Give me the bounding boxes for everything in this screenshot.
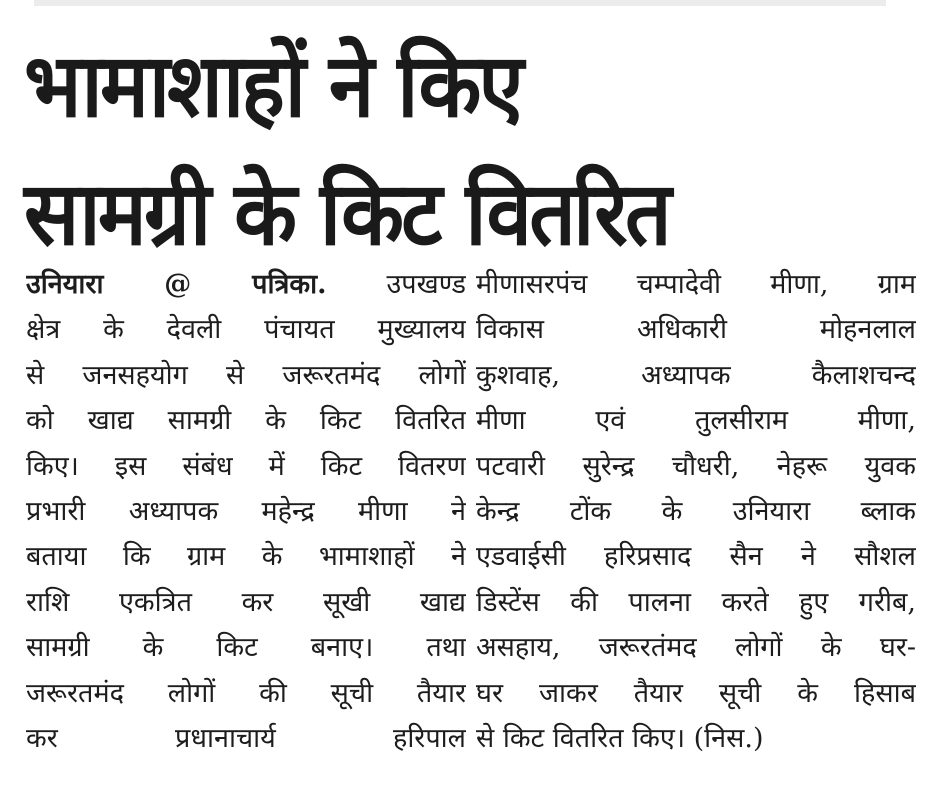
article-column-right xyxy=(476,262,916,761)
article-line: पटवारी सुरेन्द्र चौधरी, नेहरू युवक xyxy=(476,450,916,482)
article-line: किए। इस संबंध में किट वितरण xyxy=(26,450,466,482)
article-line xyxy=(26,262,466,307)
article-line: सामग्री के किट बनाए। तथा xyxy=(26,632,466,664)
article-line: मीणासरपंच चम्पादेवी मीणा, ग्राम xyxy=(476,269,916,300)
article-line: से किट वितरित किए। (निस.) xyxy=(476,723,764,755)
article-line: विकास अधिकारी मोहनलाल xyxy=(476,314,916,346)
article-line: जरूरतमंद लोगों की सूची तैयार xyxy=(26,677,466,709)
article-line: एडवाईसी हरिप्रसाद सैन ने सौशल xyxy=(476,541,916,573)
article-line: को खाद्य सामग्री के किट वितरित xyxy=(26,405,466,437)
article-line: राशि एकत्रित कर सूखी खाद्य xyxy=(26,586,466,618)
article-line: कर प्रधानाचार्य हरिपाल xyxy=(26,723,466,755)
article-line: बताया कि ग्राम के भामाशाहों ने xyxy=(26,541,466,573)
top-rule xyxy=(34,0,886,6)
article-line: असहाय, जरूरतंमद लोगों के घर- xyxy=(476,632,916,664)
article-line: क्षेत्र के देवली पंचायत मुख्यालय xyxy=(26,314,466,346)
article-line: मीणा एवं तुलसीराम मीणा, xyxy=(476,405,916,437)
headline xyxy=(24,22,861,278)
article-line-rest: उपखण्ड xyxy=(326,269,466,300)
headline-line-1: भामाशाहों ने किए xyxy=(24,34,521,137)
article-line: कुशवाह, अध्यापक कैलाशचन्द xyxy=(476,359,916,391)
headline-line-2: सामग्री के किट वितरित xyxy=(24,162,669,265)
article-line: घर जाकर तैयार सूची के हिसाब xyxy=(476,677,916,709)
article-line: से जनसहयोग से जरूरतमंद लोगों xyxy=(26,359,466,391)
article-line: डिस्टेंस की पालना करते हुए गरीब, xyxy=(476,586,916,618)
article-column-left xyxy=(26,262,466,761)
article-line: केन्द्र टोंक के उनियारा ब्लाक xyxy=(476,496,916,528)
dateline: उनियारा @ पत्रिका. xyxy=(26,269,327,300)
article-line: प्रभारी अध्यापक महेन्द्र मीणा ने xyxy=(26,496,466,528)
